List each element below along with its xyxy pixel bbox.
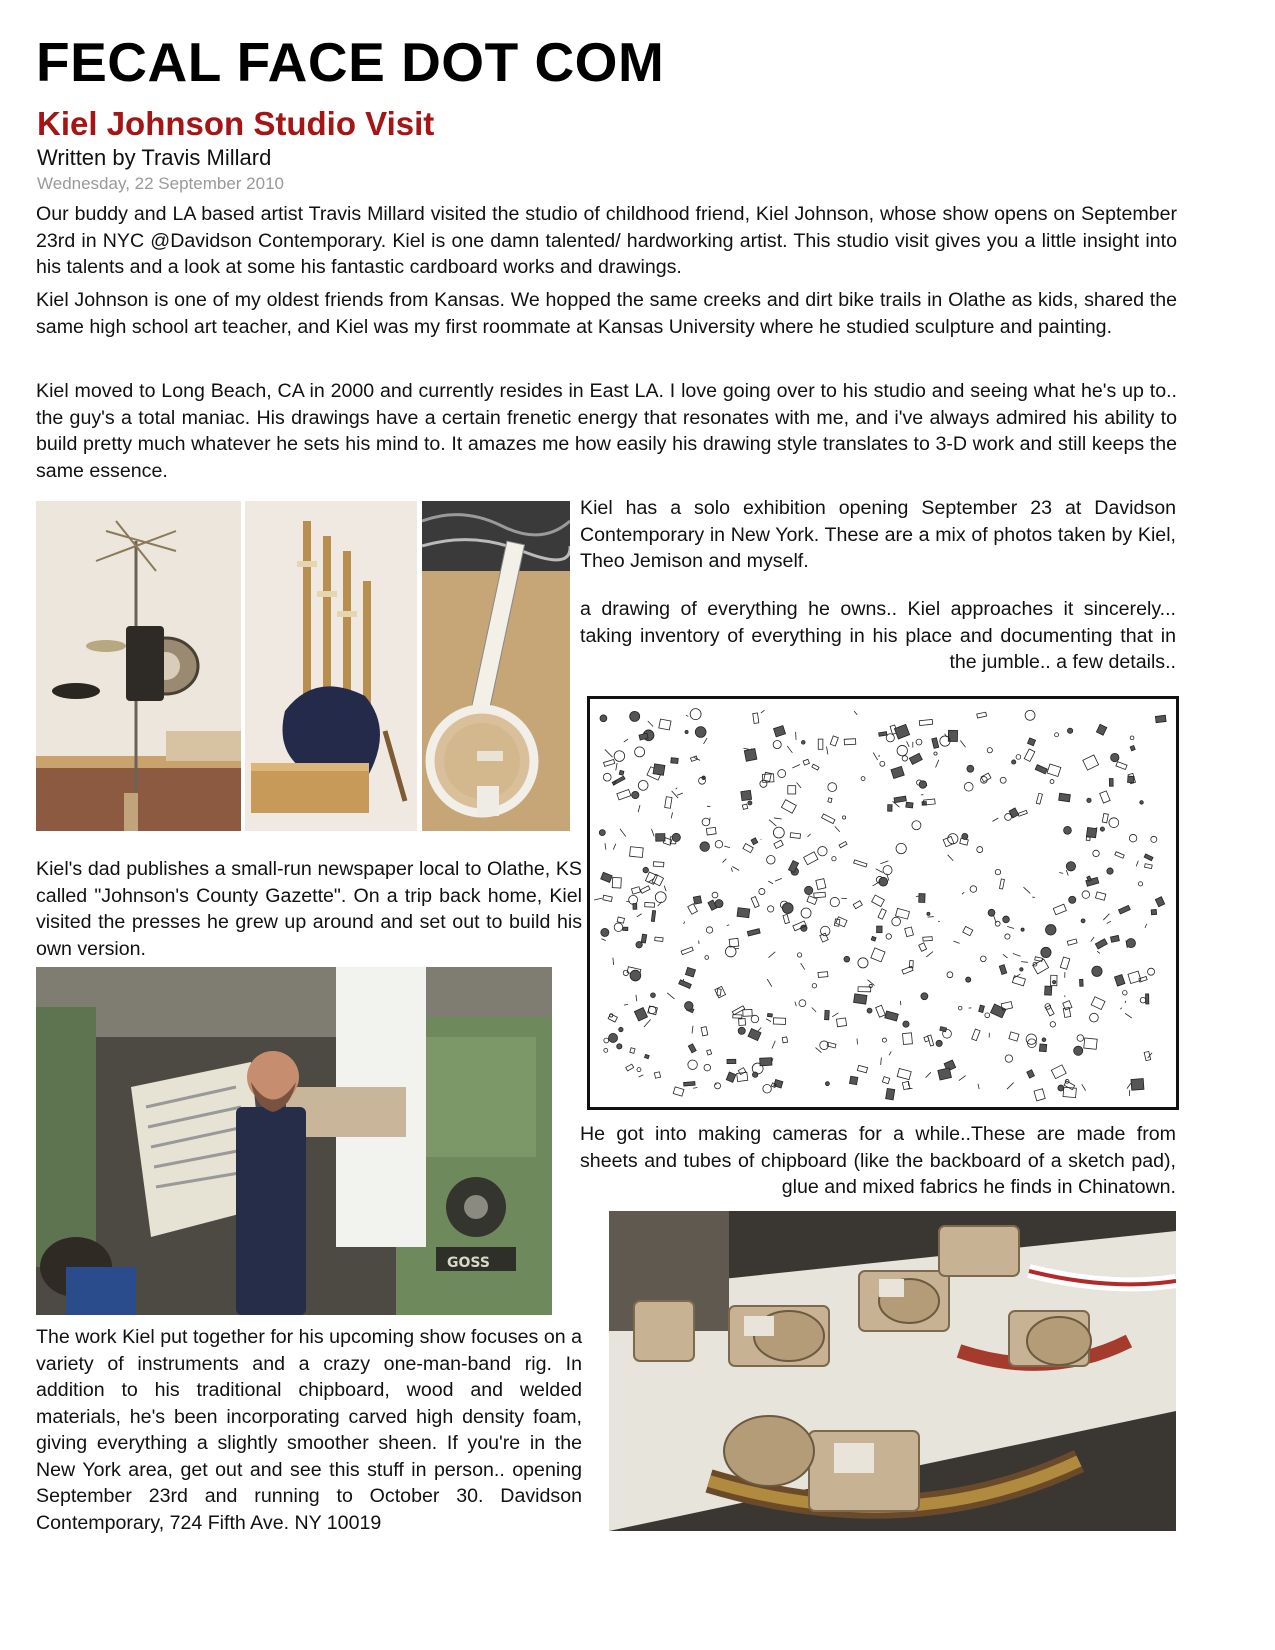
longbeach-paragraph: Kiel moved to Long Beach, CA in 2000 and currently resides in East LA. I love going over to his studio and seeing what he's up to.. the guy's a total maniac. His drawings have a certain frenetic energy that resonates with me, and i've always admired his ability to build pretty much whatever he sets his mind to. It amazes me how easily his drawing style translates to 3-D work and still keeps the same essence. (36, 380, 1177, 482)
cardboard-cameras-photo (609, 1211, 1176, 1531)
drawing-caption-paragraph: a drawing of everything he owns.. Kiel approaches it sincerely... taking inventory of everything in his place and documenting that in the jumble.. a few details.. (580, 598, 1176, 673)
dad-newspaper-paragraph: Kiel's dad publishes a small-run newspaper local to Olathe, KS called "Johnson's County Gazette". On a trip back home, Kiel visited the presses he grew up around and set out to build his own version. (36, 858, 582, 960)
intro-paragraph: Our buddy and LA based artist Travis Millard visited the studio of childhood friend, Kiel Johnson, whose show opens on September 23rd in NYC @Davidson Contemporary. Kiel is one damn talented/ hardworking artist. This studio visit gives you a little insight into his talents and a look at some his fantastic cardboard works and drawings. (36, 203, 1177, 278)
banjo-photo (422, 501, 570, 831)
press-label: GOSS (447, 1255, 490, 1271)
article-date: Wednesday, 22 September 2010 (37, 174, 284, 193)
upcoming-show-paragraph: The work Kiel put together for his upcoming show focuses on a variety of instruments and a crazy one-man-band rig. In addition to his traditional chipboard, wood and welded materials, he's been incorporating carved high density foam, giving everything a slightly smoother sheen. If you're in the New York area, get out and see this stuff in person.. opening September 23rd and running to October 30. Davidson Contemporary, 724 Fifth Ave. NY 10019 (36, 1326, 582, 1534)
solo-exhibition-paragraph: Kiel has a solo exhibition opening September 23 at Davidson Contemporary in New York. These are a mix of photos taken by Kiel, Theo Jemison and myself. (580, 497, 1176, 572)
article-byline: Written by Travis Millard (37, 145, 272, 170)
cameras-paragraph: He got into making cameras for a while..These are made from sheets and tubes of chipboard (like the backboard of a sketch pad), glue and mixed fabrics he finds in Chinatown. (580, 1123, 1176, 1198)
one-man-band-photo (36, 501, 241, 831)
site-title: FECAL FACE DOT COM (36, 31, 665, 93)
kansas-paragraph: Kiel Johnson is one of my oldest friends from Kansas. We hopped the same creeks and dirt bike trails in Olathe as kids, shared the same high school art teacher, and Kiel was my first roommate at Kansas University where he studied sculpture and painting. (36, 289, 1177, 338)
inventory-drawing-frame (587, 696, 1179, 1110)
inventory-drawing (590, 699, 1176, 1107)
article-title[interactable]: Kiel Johnson Studio Visit (37, 105, 435, 142)
printing-press-photo (36, 967, 552, 1315)
bagpipes-photo (245, 501, 417, 831)
